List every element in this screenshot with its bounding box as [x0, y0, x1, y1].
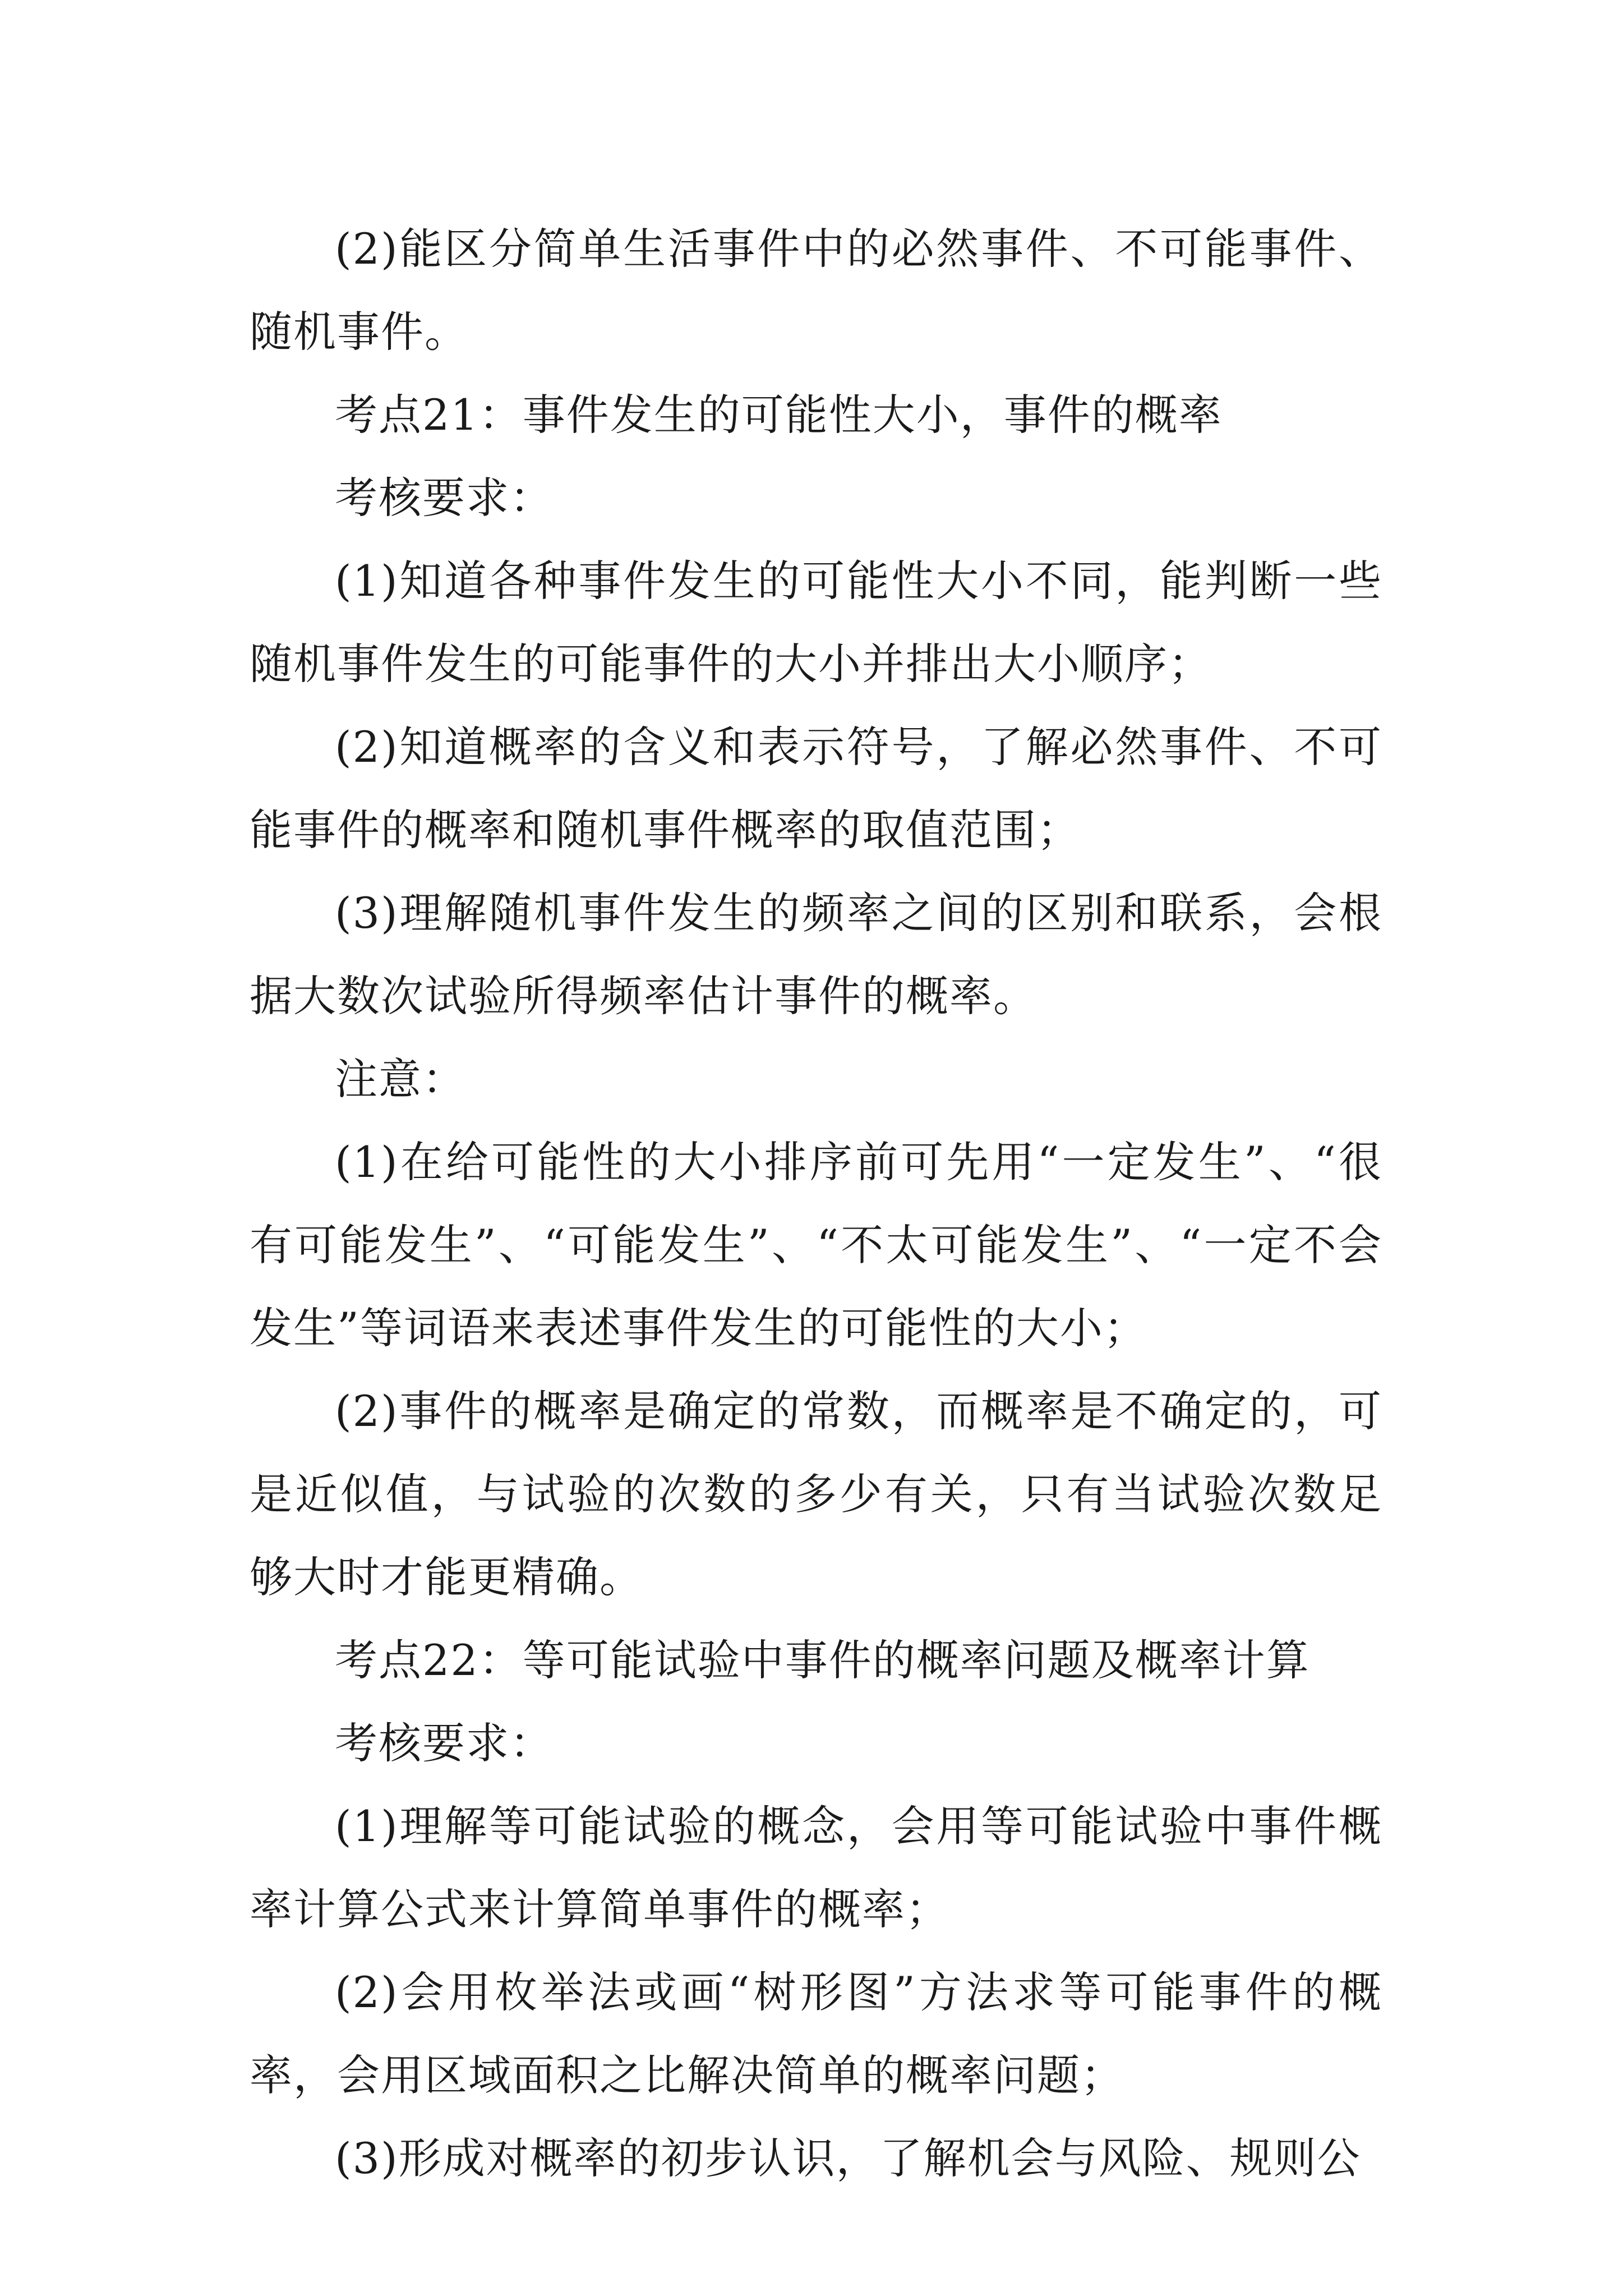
heading-assessment-requirements: 考核要求：: [335, 473, 554, 523]
paragraph-topic21-item-1: (1)知道各种事件发生的可能性大小不同，能判断一些随机事件发生的可能事件的大小并排出大小顺序；: [250, 556, 1382, 689]
paragraph-topic22-item-2: (2)会用枚举法或画“树形图”方法求等可能事件的概率，会用区域面积之比解决简单的概率问题；: [250, 1967, 1382, 2100]
paragraph-note-1: (1)在给可能性的大小排序前可先用“一定发生”、“很有可能发生”、“可能发生”、“不太可能发生”、“一定不会发生”等词语来表述事件发生的可能性的大小；: [250, 1137, 1382, 1353]
heading-topic-21: 考点21：事件发生的可能性大小，事件的概率: [335, 390, 1223, 440]
paragraph-topic22-item-3: (3)形成对概率的初步认识，了解机会与风险、规则公: [335, 2133, 1361, 2183]
document-body: [250, 208, 1382, 2200]
paragraph-requirement-2-distinguish-events: (2)能区分简单生活事件中的必然事件、不可能事件、随机事件。: [250, 224, 1382, 357]
paragraph-note-2: (2)事件的概率是确定的常数，而概率是不确定的，可是近似值，与试验的次数的多少有关，只有当试验次数足够大时才能更精确。: [250, 1386, 1382, 1602]
heading-topic-22: 考点22：等可能试验中事件的概率问题及概率计算: [335, 1635, 1310, 1685]
paragraph-topic22-item-1: (1)理解等可能试验的概念，会用等可能试验中事件概率计算公式来计算简单事件的概率；: [250, 1801, 1382, 1934]
heading-assessment-requirements-2: 考核要求：: [335, 1718, 554, 1768]
paragraph-topic21-item-2: (2)知道概率的含义和表示符号，了解必然事件、不可能事件的概率和随机事件概率的取值范围；: [250, 722, 1382, 855]
paragraph-topic21-item-3: (3)理解随机事件发生的频率之间的区别和联系，会根据大数次试验所得频率估计事件的概率。: [250, 888, 1382, 1021]
heading-notes: 注意：: [335, 1054, 466, 1104]
